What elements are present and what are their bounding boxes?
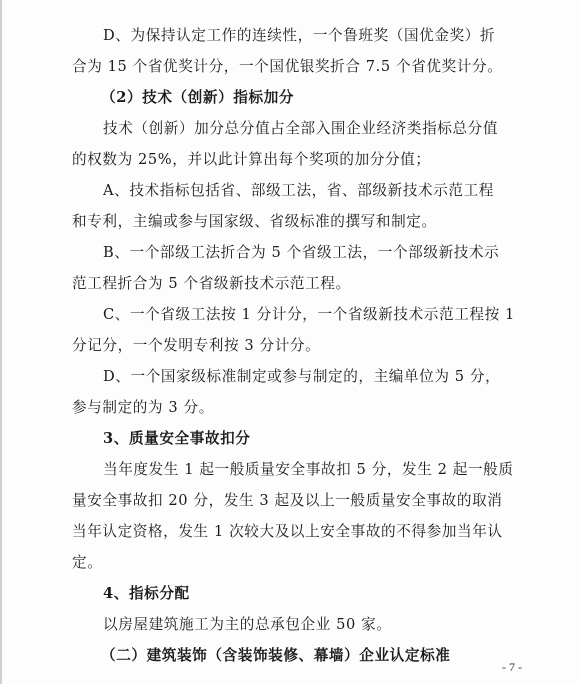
text-line: 技术（创新）加分总分值占全部入围企业经济类指标总分值	[103, 120, 499, 137]
text-line: 和专利，主编或参与国家级、省级标准的撰写和制定。	[72, 213, 437, 230]
text-line: 定。	[72, 554, 103, 571]
text-line: 参与制定的为 3 分。	[72, 399, 214, 416]
section-heading: （二）建筑装饰（含装饰装修、幕墙）企业认定标准	[101, 647, 451, 664]
text-line: 合为 15 个省优奖计分，一个国优银奖折合 7.5 个省优奖计分。	[72, 58, 503, 75]
text-line: D、为保持认定工作的连续性，一个鲁班奖（国优金奖）折	[103, 27, 496, 44]
text-line: 量安全事故扣 20 分，发生 3 起及以上一般质量安全事故的取消	[72, 492, 503, 509]
text-line: 范工程折合为 5 个省级新技术示范工程。	[72, 275, 351, 292]
text-line: 以房屋建筑施工为主的总承包企业 50 家。	[103, 616, 392, 633]
text-line: D、一个国家级标准制定或参与制定的，主编单位为 5 分，	[103, 368, 501, 385]
text-line: 当年度发生 1 起一般质量安全事故扣 5 分，发生 2 起一般质	[103, 461, 514, 478]
text-line: B、一个部级工法折合为 5 个省级工法，一个部级新技术示	[103, 244, 500, 261]
text-line: 分记分，一个发明专利按 3 分计分。	[72, 337, 321, 354]
text-line: C、一个省级工法按 1 分计分，一个省级新技术示范工程按 1	[103, 306, 515, 323]
text-line: 的权数为 25%，并以此计算出每个奖项的加分分值；	[72, 151, 431, 168]
text-line: 当年认定资格，发生 1 次较大及以上安全事故的不得参加当年认	[72, 523, 503, 540]
text-line: A、技术指标包括省、部级工法，省、部级新技术示范工程	[103, 182, 494, 199]
section-heading: 3、质量安全事故扣分	[103, 430, 251, 447]
page-edge	[0, 0, 2, 684]
section-heading: 4、指标分配	[103, 585, 190, 602]
page-number: - 7 -	[502, 660, 522, 674]
section-heading: （2）技术（创新）指标加分	[101, 89, 295, 106]
